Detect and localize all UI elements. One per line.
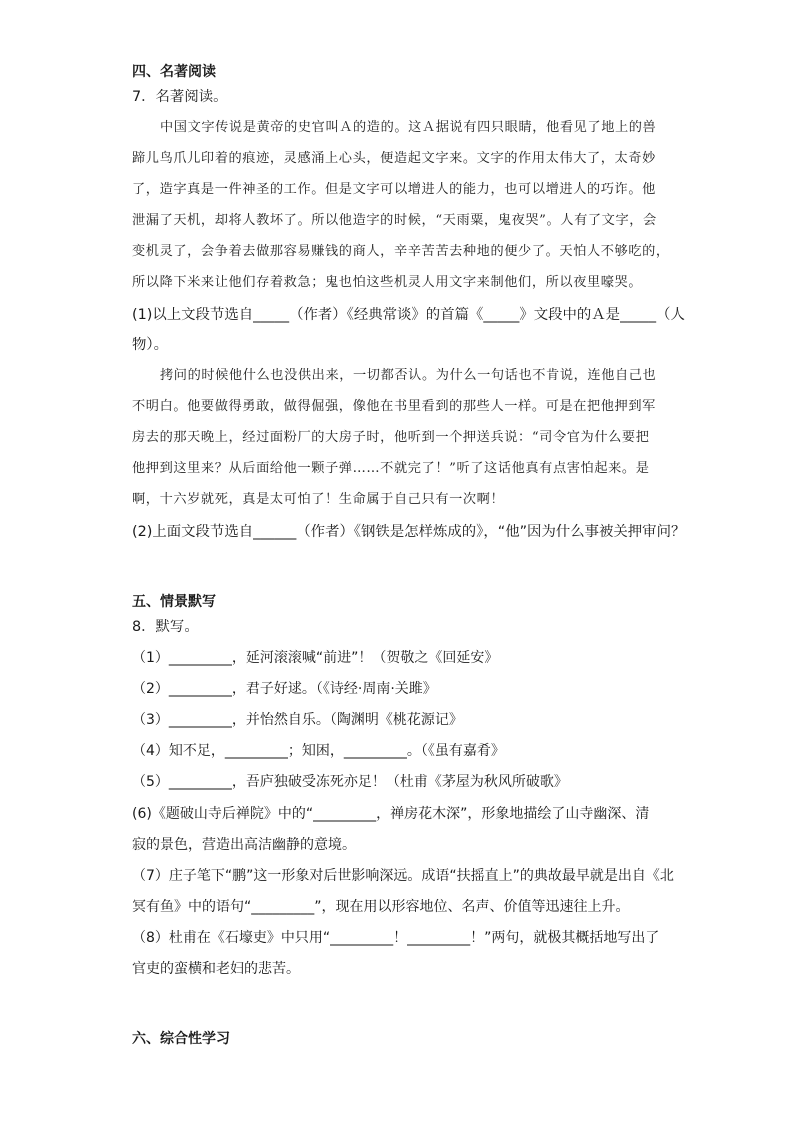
passage-2-line: 拷问的时候他什么也没供出来，一切都否认。为什么一句话也不肯说，连他自己也 — [160, 368, 657, 383]
passage-1-line: 了，造字真是一件神圣的工作。但是文字可以增进人的能力，也可以增进人的巧诈。他 — [132, 182, 656, 197]
recitation-item: （4）知不足，_________；知困，_________。（《虽有嘉肴》 — [132, 743, 505, 759]
passage-2-line: 房去的那天晚上，经过面粉厂的大房子时，他听到一个押送兵说：“司令官为什么要把 — [132, 430, 650, 445]
section-5-title: 五、情景默写 — [132, 594, 216, 610]
passage-1-line: 所以降下米来让他们存着救急；鬼也怕这些机灵人用文字来制他们，所以夜里嚎哭。 — [132, 275, 643, 290]
passage-1-line: 蹄儿鸟爪儿印着的痕迹，灵感涌上心头，便造起文字来。文字的作用太伟大了，太奇妙 — [132, 151, 656, 166]
recitation-item: （3）_________，并怡然自乐。（陶渊明《桃花源记》 — [132, 712, 463, 728]
recitation-item: （8）杜甫在《石壕吏》中只用“_________！_________！”两句，就极其概括地写出了 — [132, 930, 660, 946]
question-8-label: 8．默写。 — [132, 619, 199, 635]
passage-1-line: 中国文字传说是黄帝的史官叫Ａ的造的。这Ａ据说有四只眼睛，他看见了地上的兽 — [160, 120, 657, 135]
recitation-item: （1）_________，延河滚滚喊“前进”！（贺敬之《回延安》 — [132, 650, 499, 666]
section-6-title: 六、综合性学习 — [132, 1031, 230, 1047]
passage-2-line: 啊，十六岁就死，真是太可怕了！生命属于自己只有一次啊！ — [132, 492, 505, 507]
passage-1-line: 变机灵了，会争着去做那容易赚钱的商人，辛辛苦苦去种地的便少了。天怕人不够吃的， — [132, 244, 670, 259]
sub-question-1: (1)以上文段节选自_____（作者）《经典常谈》的首篇《_____》文段中的Ａ是_____（人 — [132, 307, 685, 323]
recitation-item: (6)《题破山寺后禅院》中的“_________，禅房花木深”，形象地描绘了山寺幽深、清 — [132, 806, 650, 822]
recitation-item-cont: 寂的景色，营造出高洁幽静的意境。 — [132, 837, 356, 853]
recitation-item: （5）_________，吾庐独破受冻死亦足！（杜甫《茅屋为秋风所破歌》 — [132, 774, 568, 790]
passage-1-line: 泄漏了天机，却将人教坏了。所以他造字的时候，“天雨粟，鬼夜哭”。人有了文字，会 — [132, 213, 657, 228]
sub-question-1-cont: 物）。 — [132, 337, 168, 353]
sub-question-2: (2)上面文段节选自______（作者）《钢铁是怎样炼成的》，“他”因为什么事被关押审问？ — [132, 524, 686, 540]
passage-2-line: 不明白。他要做得勇敢，做得倔强，像他在书里看到的那些人一样。可是在把他押到军 — [132, 399, 656, 414]
section-4-title: 四、名著阅读 — [132, 64, 216, 80]
recitation-item-cont: 官吏的蛮横和老妇的悲苦。 — [132, 961, 300, 977]
recitation-item: （2）_________，君子好逑。（《诗经·周南·关雎》 — [132, 681, 437, 697]
passage-2-line: 他押到这里来？从后面给他一颗子弹……不就完了！”听了这话他真有点害怕起来。是 — [132, 461, 650, 476]
recitation-item: （7）庄子笔下“鹏”这一形象对后世影响深远。成语“扶摇直上”的典故最早就是出自《北 — [132, 868, 674, 884]
recitation-item-cont: 冥有鱼》中的语句“_________”，现在用以形容地位、名声、价值等迅速往上升。 — [132, 899, 630, 915]
question-7-label: 7．名著阅读。 — [132, 89, 228, 105]
